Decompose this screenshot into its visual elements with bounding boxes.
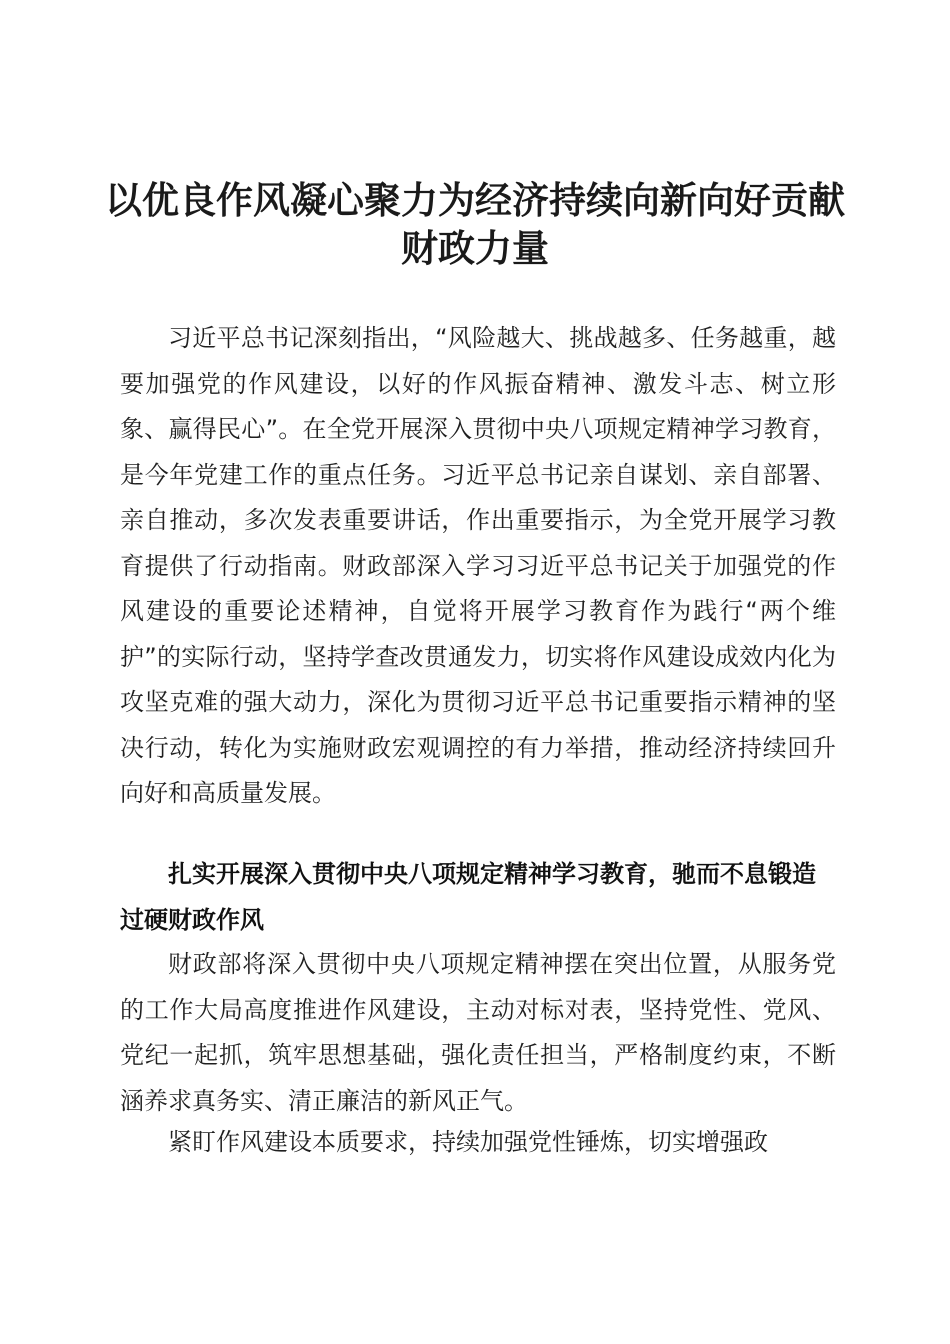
body-paragraph-truncated: 紧盯作风建设本质要求，持续加强党性锤炼，切实增强政 (168, 1128, 768, 1156)
intro-paragraph: 习近平总书记深刻指出，“风险越大、挑战越多、任务越重，越要加强党的作风建设，以好的作风振奋精神、激发斗志、树立形象、赢得民心”。在全党开展深入贯彻中央八项规定精神学习教育，是今年党建工作的重点任务。习近平总书记亲自谋划、亲自部署、亲自推动，多次发表重要讲话，作出重要指示，为全党开展学习教育提供了行动指南。财政部深入学习习近平总书记关于加强党的作风建设的重要论述精神，自觉将开展学习教育作为践行“两个维护”的实际行动，坚持学查改贯通发力，切实将作风建设成效内化为攻坚克难的强大动力，深化为贯彻习近平总书记重要指示精神的坚决行动，转化为实施财政宏观调控的有力举措，推动经济持续回升向好和高质量发展。 (120, 324, 836, 807)
section-heading: 扎实开展深入贯彻中央八项规定精神学习教育，驰而不息锻造过硬财政作风 (120, 860, 816, 934)
body-paragraph: 财政部将深入贯彻中央八项规定精神摆在突出位置，从服务党的工作大局高度推进作风建设，主动对标对表，坚持党性、党风、党纪一起抓，筑牢思想基础，强化责任担当，严格制度约束，不断涵养求真务实、清正廉洁的新风正气。 (120, 950, 836, 1115)
document-title-line-1: 以优良作风凝心聚力为经济持续向新向好贡献 (105, 178, 845, 222)
document-title-line-2: 财政力量 (401, 226, 549, 270)
